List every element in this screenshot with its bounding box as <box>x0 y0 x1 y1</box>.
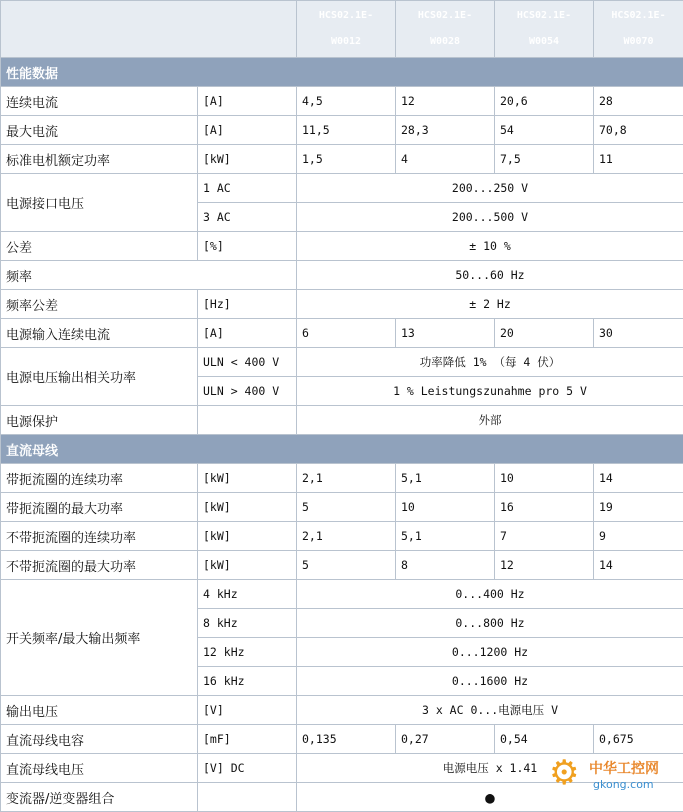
table-row <box>1 406 683 435</box>
value-cell: 8 <box>396 551 495 580</box>
param-label: 带扼流圈的连续功率 <box>1 464 198 493</box>
model-header-3: HCS02.1E- W0054 <box>495 1 594 58</box>
sub-label: 4 kHz <box>198 580 297 609</box>
value-cell: 0...1200 Hz <box>297 638 683 667</box>
value-cell: 13 <box>396 319 495 348</box>
value-cell: ± 2 Hz <box>297 290 683 319</box>
sub-label: 8 kHz <box>198 609 297 638</box>
value-cell: 功率降低 1% （每 4 伏） <box>297 348 683 377</box>
section-row <box>1 435 683 464</box>
value-cell: 0,675 <box>594 725 683 754</box>
unit-cell: [kW] <box>198 464 297 493</box>
value-cell: 28,3 <box>396 116 495 145</box>
unit-cell <box>198 783 297 812</box>
table-row <box>1 232 683 261</box>
param-label: 电源电压输出相关功率 <box>1 348 198 406</box>
sub-label: 12 kHz <box>198 638 297 667</box>
value-cell: 0,27 <box>396 725 495 754</box>
param-label: 开关频率/最大输出频率 <box>1 580 198 696</box>
unit-cell: [A] <box>198 87 297 116</box>
value-cell: 5,1 <box>396 522 495 551</box>
section-row <box>1 58 683 87</box>
table-row <box>1 145 683 174</box>
table-row <box>1 261 683 290</box>
value-cell: 2,1 <box>297 522 396 551</box>
table-row <box>1 696 683 725</box>
value-cell: ● <box>297 783 683 812</box>
table-row <box>1 116 683 145</box>
model-header-1: HCS02.1E- W0012 <box>297 1 396 58</box>
sub-label: 3 AC <box>198 203 297 232</box>
table-row <box>1 551 683 580</box>
param-label: 标准电机额定功率 <box>1 145 198 174</box>
model-header-2: HCS02.1E- W0028 <box>396 1 495 58</box>
param-label: 不带扼流圈的最大功率 <box>1 551 198 580</box>
table-row <box>1 319 683 348</box>
unit-cell: [kW] <box>198 493 297 522</box>
unit-cell: [kW] <box>198 145 297 174</box>
value-cell: 5,1 <box>396 464 495 493</box>
sub-label: ULN > 400 V <box>198 377 297 406</box>
value-cell: 4 <box>396 145 495 174</box>
param-label: 带扼流圈的最大功率 <box>1 493 198 522</box>
table-row <box>1 290 683 319</box>
param-label: 频率 <box>1 261 297 290</box>
param-label: 最大电流 <box>1 116 198 145</box>
value-cell: 电源电压 x 1.41 <box>297 754 683 783</box>
table-row <box>1 493 683 522</box>
value-cell: 0...800 Hz <box>297 609 683 638</box>
value-cell: 50...60 Hz <box>297 261 683 290</box>
value-cell: 54 <box>495 116 594 145</box>
gear-icon: ⚙ <box>549 756 583 790</box>
unit-cell <box>198 406 297 435</box>
param-label: 频率公差 <box>1 290 198 319</box>
table-row <box>1 87 683 116</box>
unit-cell: [mF] <box>198 725 297 754</box>
value-cell: 10 <box>495 464 594 493</box>
table-row <box>1 174 683 203</box>
value-cell: 7 <box>495 522 594 551</box>
value-cell: 1 % Leistungszunahme pro 5 V <box>297 377 683 406</box>
value-cell: 14 <box>594 464 683 493</box>
value-cell: 20,6 <box>495 87 594 116</box>
value-cell: 10 <box>396 493 495 522</box>
value-cell: 30 <box>594 319 683 348</box>
unit-cell: [%] <box>198 232 297 261</box>
value-cell: 20 <box>495 319 594 348</box>
model-header-4: HCS02.1E- W0070 <box>594 1 683 58</box>
value-cell: 19 <box>594 493 683 522</box>
param-label: 直流母线电压 <box>1 754 198 783</box>
section-title-performance: 性能数据 <box>1 58 683 87</box>
value-cell: 7,5 <box>495 145 594 174</box>
param-label: 电源保护 <box>1 406 198 435</box>
unit-cell: [Hz] <box>198 290 297 319</box>
param-label: 不带扼流圈的连续功率 <box>1 522 198 551</box>
unit-cell: [kW] <box>198 522 297 551</box>
value-cell: 28 <box>594 87 683 116</box>
header-row <box>1 1 683 58</box>
value-cell: 外部 <box>297 406 683 435</box>
sub-label: ULN < 400 V <box>198 348 297 377</box>
sub-label: 16 kHz <box>198 667 297 696</box>
unit-cell: [kW] <box>198 551 297 580</box>
unit-cell: [V] <box>198 696 297 725</box>
value-cell: 6 <box>297 319 396 348</box>
value-cell: 1,5 <box>297 145 396 174</box>
value-cell: 200...500 V <box>297 203 683 232</box>
value-cell: 14 <box>594 551 683 580</box>
param-label: 电源输入连续电流 <box>1 319 198 348</box>
value-cell: 11 <box>594 145 683 174</box>
value-cell: 0,135 <box>297 725 396 754</box>
sub-label: 1 AC <box>198 174 297 203</box>
param-label: 电源接口电压 <box>1 174 198 232</box>
value-cell: ± 10 % <box>297 232 683 261</box>
table-row <box>1 522 683 551</box>
value-cell: 5 <box>297 493 396 522</box>
value-cell: 3 x AC 0...电源电压 V <box>297 696 683 725</box>
header-corner <box>1 1 297 58</box>
section-title-dc-bus: 直流母线 <box>1 435 683 464</box>
unit-cell: [V] DC <box>198 754 297 783</box>
watermark-domain: gkong.com <box>593 778 654 791</box>
value-cell: 0,54 <box>495 725 594 754</box>
watermark <box>549 754 677 798</box>
value-cell: 2,1 <box>297 464 396 493</box>
value-cell: 4,5 <box>297 87 396 116</box>
value-cell: 5 <box>297 551 396 580</box>
value-cell: 0...400 Hz <box>297 580 683 609</box>
value-cell: 9 <box>594 522 683 551</box>
table-row <box>1 725 683 754</box>
param-label: 直流母线电容 <box>1 725 198 754</box>
value-cell: 0...1600 Hz <box>297 667 683 696</box>
value-cell: 70,8 <box>594 116 683 145</box>
param-label: 变流器/逆变器组合 <box>1 783 198 812</box>
param-label: 公差 <box>1 232 198 261</box>
table-row <box>1 348 683 377</box>
table-row <box>1 464 683 493</box>
value-cell: 16 <box>495 493 594 522</box>
value-cell: 12 <box>495 551 594 580</box>
watermark-title: 中华工控网 <box>589 758 659 778</box>
param-label: 连续电流 <box>1 87 198 116</box>
unit-cell: [A] <box>198 116 297 145</box>
param-label: 输出电压 <box>1 696 198 725</box>
value-cell: 12 <box>396 87 495 116</box>
unit-cell: [A] <box>198 319 297 348</box>
value-cell: 200...250 V <box>297 174 683 203</box>
value-cell: 11,5 <box>297 116 396 145</box>
table-row <box>1 580 683 609</box>
